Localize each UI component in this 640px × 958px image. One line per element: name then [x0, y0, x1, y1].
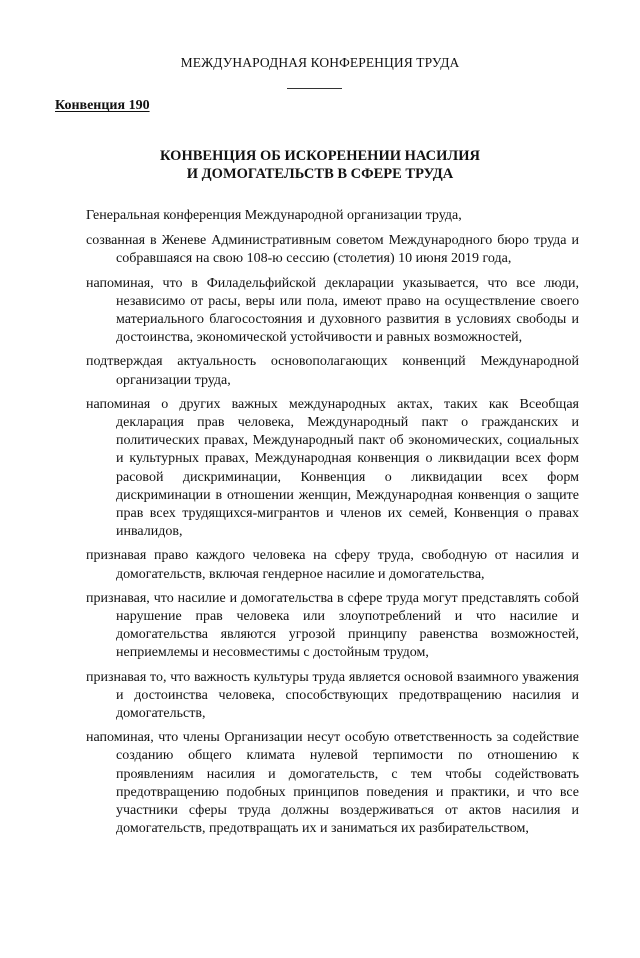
heading-line-1: КОНВЕНЦИЯ ОБ ИСКОРЕНЕНИИ НАСИЛИЯ	[160, 148, 480, 164]
convention-number: Конвенция 190	[55, 98, 150, 113]
preamble-paragraph: напоминая о других важных международных актах, таких как Всеобщая декларация прав человека, Международный пакт о гражданских и политических правах, Международный пакт об экономических, социальных и культурных правах, Международная конвенция о ликвидации всех форм расовой дискриминации, Конвенция о ликвидации всех форм дискриминации в отношении женщин, Международная конвенция о защите прав всех трудящихся-мигрантов и членов их семей, Конвенция о правах инвалидов,	[86, 396, 579, 540]
conference-title: МЕЖДУНАРОДНАЯ КОНФЕРЕНЦИЯ ТРУДА	[180, 55, 460, 70]
preamble-paragraph: Генеральная конференция Международной организации труда,	[86, 208, 462, 223]
preamble-paragraph: подтверждая актуальность основополагающих конвенций Международной организации труда,	[86, 354, 579, 388]
preamble-paragraph: напоминая, что в Филадельфийской декларации указывается, что все люди, независимо от расы, веры или пола, имеют право на осуществление своего материального благосостояния и духовного развития в условиях свободы и достоинства, экономической устойчивости и равных возможностей,	[86, 275, 579, 346]
title-divider	[287, 88, 342, 89]
preamble-paragraph: признавая право каждого человека на сферу труда, свободную от насилия и домогательств, включая гендерное насилие и домогательства,	[86, 548, 579, 582]
preamble	[86, 207, 579, 845]
preamble-paragraph: признавая то, что важность культуры труда является основой взаимного уважения и достоинства человека, способствующих предотвращению насилия и домогательств,	[86, 669, 579, 722]
preamble-paragraph: созванная в Женеве Административным советом Международного бюро труда и собравшаяся на свою 108-ю сессию (столетия) 10 июня 2019 года,	[86, 233, 579, 267]
preamble-paragraph: признавая, что насилие и домогательства в сфере труда могут представлять собой нарушение прав человека или злоупотреблений и что насилие и домогательства являются угрозой принципу равенства возможностей, неприемлемы и несовместимы с достойным трудом,	[86, 590, 579, 661]
preamble-paragraph: напоминая, что члены Организации несут особую ответственность за содействие созданию общего климата нулевой терпимости по отношению к проявлениям насилия и домогательств, с тем чтобы содействовать предотвращению подобных принципов поведения и практики, и что все участники сферы труда должны воздерживаться от актов насилия и домогательств, предотвращать их и заниматься их разбирательством,	[86, 730, 579, 837]
heading-line-2: И ДОМОГАТЕЛЬСТВ В СФЕРЕ ТРУДА	[186, 166, 454, 182]
convention-heading	[0, 147, 640, 183]
